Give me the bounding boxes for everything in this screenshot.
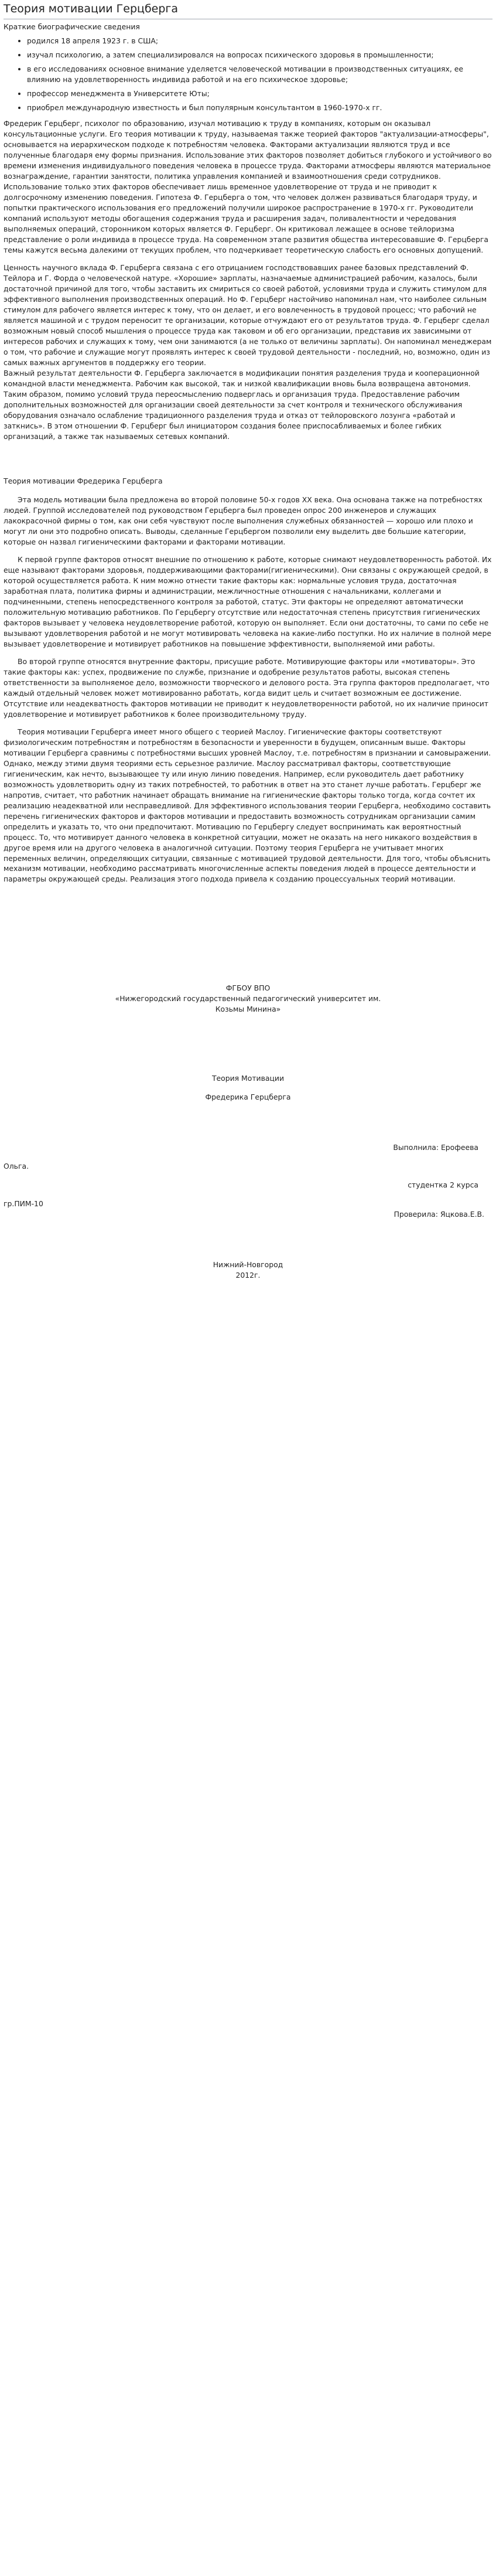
theory-paragraph-1: Эта модель мотивации была предложена во второй половине 50-х годов XX века. Она основана также на потребностях людей. Группой исследователей под руководством Герцберга был проведен опрос 200 инженеров и служащих лакокрасочной фирмы о том, как они себя чувствуют после выполнения служебных обязанностей — хорошо или плохо и могут ли они это подробно описать. Выводы, сделанные Герцбергом позволили ему выделить две большие категории, которые он назвал гигиеническими факторами и факторами мотивации. xyxy=(4,495,483,546)
theory-paragraph-2: К первой группе факторов относят внешние по отношению к работе, которые снимают неудовлетворенность работой. Их еще называют факторами здоровья, поддерживающими факторами(гигиеническими). Они связаны с окружающей средой, в которой осуществляется работа. К ним можно отнести такие факторы как: нормальные условия труда, достаточная заработная плата, политика фирмы и администрации, межличностные отношения с начальниками, коллегами и подчиненными, степень непосредственного контроля за работой, статус. Эти факторы не определяют автоматически положительную мотивацию работников. По Герцбергу отсутствие или недостаточная степень присутствия гигиенических факторов вызывает у человека неудовлетворение работой, которую он выполняет. Если они достаточны, то сами по себе не вызывают удовлетворения работой и не могут мотивировать человека на какие-либо поступки. Но их наличие в полной мере вызывает удовлетворение и мотивирует работников на повышение эффективности, выполняемой ими работы. xyxy=(4,554,492,648)
bio-item-5: • приобрел международную известность и был популярным консультантом в 1960-1970-х гг. xyxy=(27,103,492,113)
theory-heading: Теория мотивации Фредерика Герцберга xyxy=(4,477,163,486)
student-course: студентка 2 курса xyxy=(408,1180,478,1190)
bio-item-3: • в его исследованиях основное внимание уделяется человеческой мотивации в производственных ситуациях, ее влиянию на удовлетворенность индивида работой и на его психическое здоровье; xyxy=(27,64,492,85)
group-label: гр.ПИМ-10 xyxy=(4,1199,43,1209)
bio-item-4: • профессор менеджмента в Университете Юты; xyxy=(27,89,492,99)
bio-list xyxy=(4,36,492,113)
title-page xyxy=(4,983,492,1281)
year: 2012г. xyxy=(235,1271,261,1280)
contribution-paragraph-1: Ценность научного вклада Ф. Герцберга связана с его отрицанием господствовавших ранее базовых представлений Ф. Тейлора и Г. Форда о человеческой натуре. «Хорошие» зарплаты, назначаемые администрацией рабочим, казалось, были достаточной причиной для того, чтобы заставить их смириться со своей работой, условиями труда и служить стимулом для эффективного выполнения производственных операций. Но Ф. Герцберг настойчиво напоминал нам, что наиболее сильным стимулом для рабочего является интерес к тому, что он делает, и его вовлеченность в трудовой процесс; что рабочий не является машиной и с трудом переносит те организации, которые отчуждают его от результатов труда. Ф. Герцберг сделал возможным новый способ мышления о процессе труда как таковом и об его организации, представив их зависимыми от интересов рабочих и служащих к тому, чем они занимаются (а не только от величины зарплаты). Он напоминал менеджерам о том, что рабочие и служащие могут проявлять интерес к своей трудовой деятельности - последний, но, возможно, один из самых важных аргументов в поддержку его теории. xyxy=(4,263,492,367)
work-title: Фредерика Герцберга xyxy=(205,1093,291,1102)
work-type: Теория Мотивации xyxy=(211,1074,285,1083)
contribution-paragraph-2: Важный результат деятельности Ф. Герцберга заключается в модификации понятия разделения труда и кооперационной командной власти менеджмента. Рабочим как высокой, так и низкой квалификации вновь была возвращена автономия. Таким образом, помимо условий труда переосмыслению подверглась и организация труда. Предоставление рабочим дополнительных возможностей для организации своей деятельности за счет контроля и технического обслуживания оборудования означало ослабление традиционного разделения труда и отказ от тейлоровского лозунга «работай и заткнись». В этом отношении Ф. Герцберг был инициатором создания более приспосабливаемых и более гибких организаций, а также так называемых сетевых компаний. xyxy=(4,369,480,441)
performer-name: Ольга. xyxy=(4,1162,29,1171)
org-short: ФГБОУ ВПО xyxy=(225,984,271,993)
bio-item-2: • изучал психологию, а затем специализировался на вопросах психического здоровья в промышленности; xyxy=(27,50,492,60)
checked-by: Проверила: Яцкова.Е.В. xyxy=(394,1210,484,1219)
theory-paragraph-4: Теория мотивации Герцберга имеет много общего с теорией Маслоу. Гигиенические факторы соответствуют физиологическим потребностям и потребностям в безопасности и уверенности в будущем, описанным выше. Факторы мотивации Герцберга сравнимы с потребностями высших уровней Маслоу, т.е. потребностям в признании и самовыражении. Однако, между этими двумя теориями есть серьезное различие. Маслоу рассматривал факторы, соответствующие гигиеническим, как нечто, вызывающее ту или иную линию поведения. Например, если руководитель дает работнику возможность удовлетворить одну из таких потребностей, то работник в ответ на это станет лучше работать. Герцберг же напротив, считает, что работник начинает обращать внимание на гигиенические факторы только тогда, когда сочтет их реализацию неадекватной или несправедливой. Для эффективного использования теории Герцберга, необходимо составить перечень гигиенических факторов и факторов мотивации и предоставить возможность сотрудникам организации самим определить и указать то, что они предпочитают. Мотивацию по Герцбергу следует воспринимать как вероятностный процесс. То, что мотивирует данного человека в конкретной ситуации, может не оказать на него никакого воздействия в другое время или на другого человека в аналогичной ситуации. Поэтому теория Герцберга не учитывает многих переменных величин, определяющих ситуации, связанные с мотивацией трудовой деятельности. Для того, чтобы объяснить механизм мотивации, необходимо рассматривать многочисленные аспекты поведения людей в процессе деятельности и параметры окружающей среды. Реализация этого подхода привела к созданию процессуальных теорий мотивации. xyxy=(4,727,491,884)
org-full: «Нижегородский государственный педагогический университет им. Козьмы Минина» xyxy=(115,994,381,1014)
contribution-block xyxy=(4,263,492,442)
city: Нижний-Новгород xyxy=(213,1260,283,1270)
theory-block xyxy=(4,495,492,884)
page-title: Теория мотивации Герцберга xyxy=(4,0,492,19)
theory-paragraph-3: Во второй группе относятся внутренние факторы, присущие работе. Мотивирующие факторы или «мотиваторы». Это такие факторы как: успех, продвижение по службе, признание и одобрение результатов работы, высокая степень ответственности за выполняемое дело, возможности творческого и делового роста. Эта группа факторов предполагает, что каждый отдельный человек может мотивированно работать, когда видит цель и считает возможным ее достижение. Отсутствие или неадекватность факторов мотивации не приводит к неудовлетворенности работой, но их наличие приносит удовлетворение и мотивирует работников к более производительному труду. xyxy=(4,656,490,719)
bio-heading: Краткие биографические сведения xyxy=(4,22,140,31)
performed-label: Выполнила: Ерофеева xyxy=(393,1143,478,1152)
intro-paragraph: Фредерик Герцберг, психолог по образованию, изучал мотивацию к труду в компаниях, которым он оказывал консультационные услуги. Его теория мотивации к труду, называемая также теорией факторов "актуализации-атмосферы", основывается на иерархическом подходе к потребностям человека. Факторами актуализации являются труд и все полученные благодаря ему формы признания. Использование этих факторов позволяет добиться глубокого и устойчивого во времени изменения индивидуального поведения человека в процессе труда. Факторами атмосферы являются материальное вознаграждение, гарантии занятости, политика управления компанией и взаимоотношения среди сотрудников. Использование только этих факторов обеспечивает лишь временное удовлетворение от труда и не приводит к долгосрочному изменению поведения. Гипотеза Ф. Герцберга о том, что человек должен развиваться благодаря труду, и попытки практического использования его предложений получили широкое распространение в 1970-х гг. Руководители компаний используют методы обогащения содержания труда и расширения задач, поливалентности и чередования выполняемых операций, сторонником которых является Ф. Герцберг. Он критиковал лежащее в основе тейлоризма представление о роли индивида в процессе труда. На современном этапе развития общества интересовавшие Ф. Герцберга темы кажутся весьма далекими от текущих проблем, что подчеркивает теоретическую слабость его основных допущений. xyxy=(4,119,492,255)
bio-item-1: • родился 18 апреля 1923 г. в США; xyxy=(27,36,492,46)
